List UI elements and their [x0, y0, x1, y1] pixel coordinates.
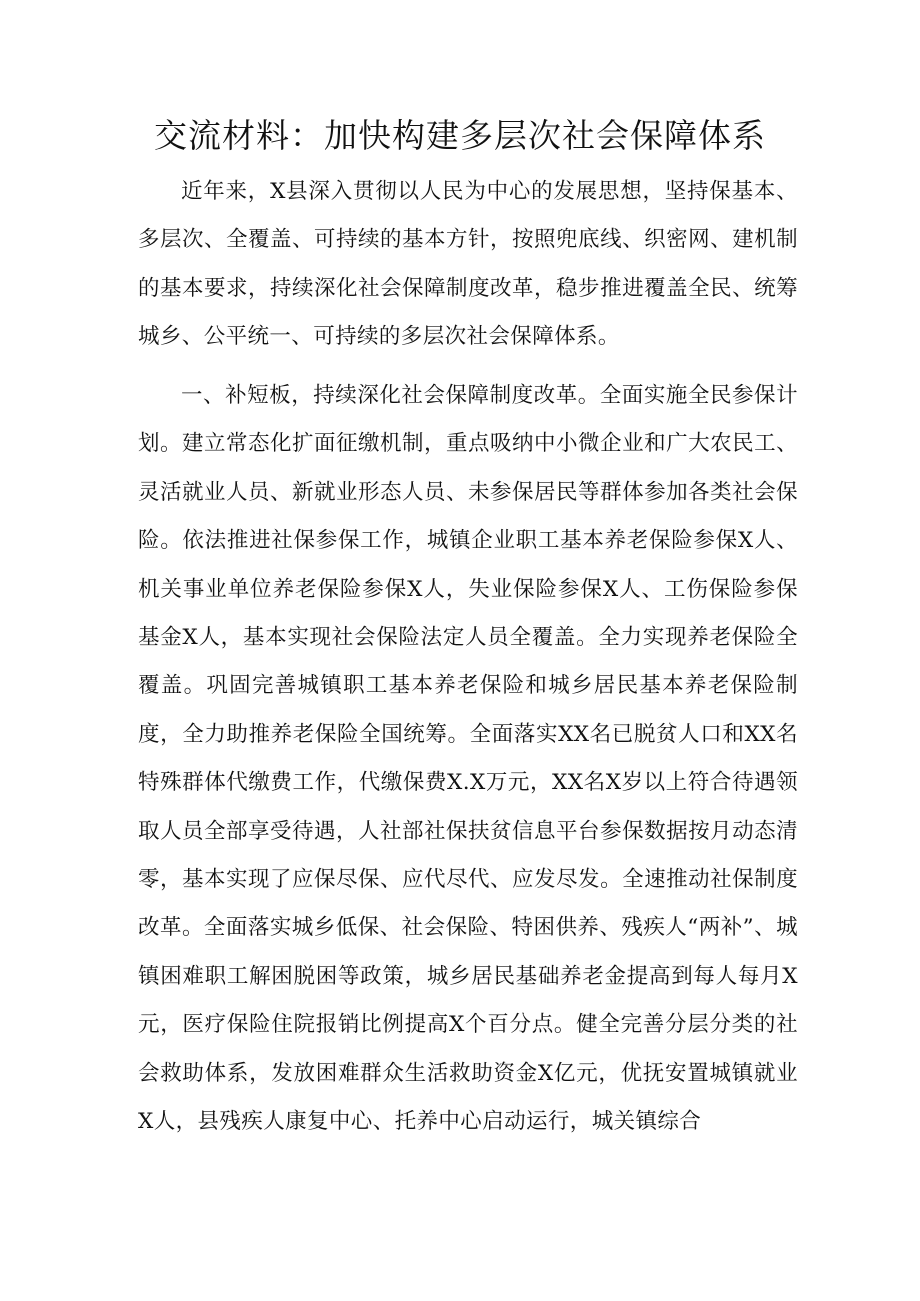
paragraph-section-one: 一、补短板，持续深化社会保障制度改革。全面实施全民参保计划。建立常态化扩面征缴机制，重点吸纳中小微企业和广大农民工、灵活就业人员、新就业形态人员、未参保居民等群体参加各类社会保险。依法推进社保参保工作，城镇企业职工基本养老保险参保X人、机关事业单位养老保险参保X人，失业保险参保X人、工伤保险参保基金X人，基本实现社会保险法定人员全覆盖。全力实现养老保险全覆盖。巩固完善城镇职工基本养老保险和城乡居民基本养老保险制度，全力助推养老保险全国统筹。全面落实XX名已脱贫人口和XX名特殊群体代缴费工作，代缴保费X.X万元，XX名X岁以上符合待遇领取人员全部享受待遇，人社部社保扶贫信息平台参保数据按月动态清零，基本实现了应保尽保、应代尽代、应发尽发。全速推动社保制度改革。全面落实城乡低保、社会保险、特困供养、残疾人“两补”、城镇困难职工解困脱困等政策，城乡居民基础养老金提高到每人每月X元，医疗保险住院报销比例提高X个百分点。健全完善分层分类的社会救助体系，发放困难群众生活救助资金X亿元，优抚安置城镇就业X人，县残疾人康复中心、托养中心启动运行，城关镇综合 — [138, 383, 798, 1135]
document-title: 交流材料：加快构建多层次社会保障体系 — [154, 116, 766, 155]
paragraph-intro: 近年来，X县深入贯彻以人民为中心的发展思想，坚持保基本、多层次、全覆盖、可持续的基本方针，按照兜底线、织密网、建机制的基本要求，持续深化社会保障制度改革，稳步推进覆盖全民、统筹城乡、公平统一、可持续的多层次社会保障体系。 — [138, 179, 798, 350]
